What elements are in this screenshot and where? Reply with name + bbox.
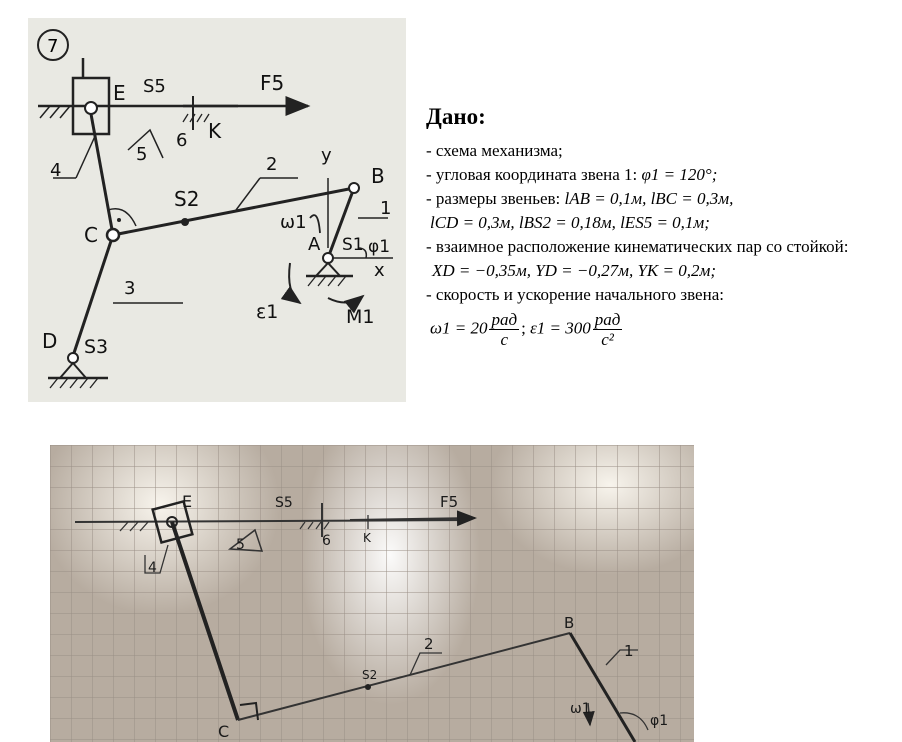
link-4-leader-diag — [76, 134, 96, 178]
eps-fraction — [593, 310, 623, 349]
given-speed-line — [416, 310, 868, 349]
support-d — [60, 363, 86, 378]
given-pairs-text: - взаимное расположение кинематических пар со стойкой: — [426, 237, 849, 256]
given-scheme: - схема механизма; — [426, 141, 563, 160]
s2-point — [365, 684, 371, 690]
eps-lhs: ε1 = 300 — [530, 318, 591, 338]
ground-d-hatching — [50, 378, 98, 388]
given-sizes-b-line — [416, 212, 868, 234]
given-pairs-value: XD = −0,35м, YD = −0,27м, YK = 0,2м; — [432, 261, 717, 280]
label-link4: 4 — [50, 160, 62, 181]
right-angle-dot — [117, 218, 121, 222]
omega-lhs: ω1 = 20 — [430, 318, 488, 338]
eps-num: рад — [594, 310, 621, 329]
label-e: E — [113, 81, 126, 105]
label-link2: 2 — [266, 154, 278, 175]
label-d: D — [42, 329, 58, 353]
label-link5: 5 — [236, 537, 245, 553]
given-angle-value: φ1 = 120°; — [641, 165, 718, 184]
problem-number: 7 — [47, 36, 59, 57]
label-link4: 4 — [148, 560, 157, 576]
label-c: C — [84, 223, 98, 247]
label-a: A — [308, 234, 321, 255]
label-x: x — [374, 260, 385, 281]
bottom-mechanism-drawing — [50, 445, 694, 742]
label-omega1: ω1 — [280, 212, 307, 233]
label-s3: S3 — [84, 336, 109, 358]
link-2-leader — [236, 178, 260, 210]
label-c: C — [218, 722, 230, 741]
given-sizes-text: - размеры звеньев: — [426, 189, 565, 208]
top-sketch-svg — [28, 18, 406, 402]
support-a — [316, 263, 340, 276]
bottom-sketch-svg — [50, 445, 694, 742]
given-angle-text: - угловая координата звена 1: — [426, 165, 642, 184]
label-eps1: ε1 — [256, 301, 279, 323]
speed-sep: ; — [521, 318, 531, 338]
label-s5: S5 — [275, 495, 293, 511]
label-s1: S1 — [342, 235, 364, 255]
label-link1: 1 — [624, 642, 634, 660]
label-s5: S5 — [143, 76, 166, 97]
label-link6: 6 — [176, 130, 188, 151]
label-b: B — [371, 164, 385, 188]
label-f5: F5 — [440, 493, 459, 511]
label-s2: S2 — [174, 187, 200, 211]
label-k: K — [363, 531, 371, 545]
omega1-arrow — [310, 215, 320, 233]
label-link2: 2 — [424, 635, 434, 653]
label-phi1: φ1 — [368, 237, 391, 257]
joint-e — [85, 102, 97, 114]
label-link6: 6 — [322, 533, 331, 549]
label-omega1: ω1 — [570, 701, 591, 717]
guide-hatching — [40, 106, 70, 118]
joint-c — [107, 229, 119, 241]
m1-arrow — [328, 296, 363, 303]
paper-grid — [50, 445, 694, 742]
top-mechanism-sketch — [28, 18, 406, 402]
label-k: K — [208, 119, 222, 143]
omega-den: с — [500, 330, 509, 349]
link-2 — [113, 188, 354, 235]
label-link5: 5 — [136, 144, 148, 165]
label-m1: M1 — [346, 306, 375, 328]
label-link3: 3 — [124, 278, 136, 299]
label-b: B — [564, 614, 575, 632]
omega-num: рад — [491, 310, 518, 329]
label-phi1: φ1 — [650, 713, 669, 729]
omega-fraction — [489, 310, 519, 349]
given-pairs-line — [416, 260, 868, 282]
stop-6-hatching — [183, 114, 209, 122]
given-angle — [416, 164, 868, 186]
eps1-arrow — [289, 263, 300, 303]
given-speed-text: - скорость и ускорение начального звена: — [426, 285, 724, 304]
label-e: E — [182, 492, 193, 511]
s2-point — [181, 218, 189, 226]
eps-den: с² — [601, 330, 614, 349]
ground-a-hatching — [308, 276, 346, 286]
label-s2: S2 — [362, 668, 378, 682]
given-sizes-value-a: lAB = 0,1м, lBC = 0,3м, — [564, 189, 734, 208]
given-title: Дано: — [426, 104, 486, 129]
given-sizes — [416, 188, 868, 210]
given-sizes-value-b: lCD = 0,3м, lBS2 = 0,18м, lES5 = 0,1м; — [430, 213, 710, 232]
joint-a — [323, 253, 333, 263]
given-section — [416, 104, 868, 351]
joint-b — [349, 183, 359, 193]
label-link1: 1 — [380, 198, 392, 219]
label-y: y — [321, 145, 332, 166]
label-f5: F5 — [260, 71, 285, 95]
